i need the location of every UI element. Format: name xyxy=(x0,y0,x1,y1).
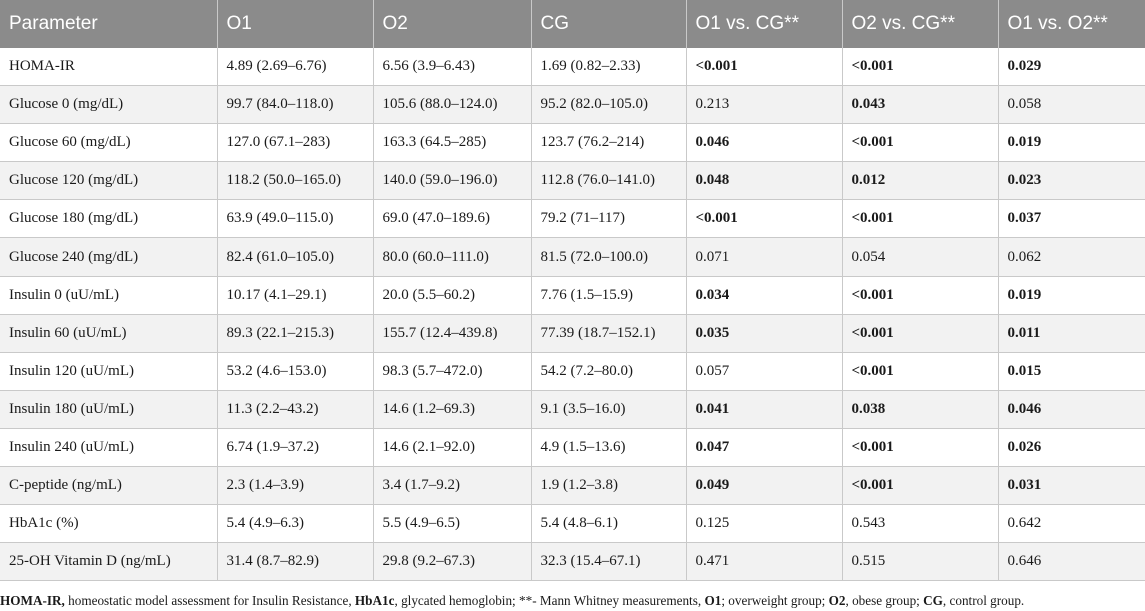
cell-o2: 140.0 (59.0–196.0) xyxy=(373,162,531,200)
table-row xyxy=(0,238,1145,276)
cell-parameter: Insulin 180 (uU/mL) xyxy=(0,390,217,428)
cell-o1: 99.7 (84.0–118.0) xyxy=(217,86,373,124)
table-row xyxy=(0,276,1145,314)
cell-o2: 5.5 (4.9–6.5) xyxy=(373,505,531,543)
cell-o1-vs-cg: 0.041 xyxy=(686,390,842,428)
cell-o1: 127.0 (67.1–283) xyxy=(217,124,373,162)
cell-o2: 6.56 (3.9–6.43) xyxy=(373,48,531,86)
cell-o2: 3.4 (1.7–9.2) xyxy=(373,467,531,505)
cell-o1: 11.3 (2.2–43.2) xyxy=(217,390,373,428)
cell-o1-vs-o2: 0.037 xyxy=(998,200,1145,238)
cell-o1-vs-cg: 0.125 xyxy=(686,505,842,543)
cell-o2: 155.7 (12.4–439.8) xyxy=(373,314,531,352)
table-row xyxy=(0,48,1145,86)
footnote-term-o1: O1 xyxy=(704,593,722,608)
footnote-term-homa: HOMA-IR, xyxy=(0,593,65,608)
cell-cg: 112.8 (76.0–141.0) xyxy=(531,162,686,200)
footnote-text-hba1c: , glycated hemoglobin; **- Mann Whitney measurements, xyxy=(394,593,705,608)
cell-cg: 81.5 (72.0–100.0) xyxy=(531,238,686,276)
cell-o1: 5.4 (4.9–6.3) xyxy=(217,505,373,543)
cell-o1-vs-o2: 0.023 xyxy=(998,162,1145,200)
header-o1-vs-cg: O1 vs. CG** xyxy=(686,0,842,48)
cell-o2: 29.8 (9.2–67.3) xyxy=(373,543,531,581)
cell-cg: 7.76 (1.5–15.9) xyxy=(531,276,686,314)
header-cg: CG xyxy=(531,0,686,48)
cell-o1-vs-cg: 0.071 xyxy=(686,238,842,276)
cell-cg: 5.4 (4.8–6.1) xyxy=(531,505,686,543)
table-row xyxy=(0,200,1145,238)
footnote-text-o2: , obese group; xyxy=(845,593,924,608)
cell-o1: 89.3 (22.1–215.3) xyxy=(217,314,373,352)
cell-o1-vs-cg: 0.057 xyxy=(686,352,842,390)
cell-o2-vs-cg: 0.038 xyxy=(842,390,998,428)
footnote-text-cg: , control group. xyxy=(942,593,1025,608)
cell-o2-vs-cg: 0.054 xyxy=(842,238,998,276)
cell-parameter: Glucose 180 (mg/dL) xyxy=(0,200,217,238)
header-o2-vs-cg: O2 vs. CG** xyxy=(842,0,998,48)
cell-o1: 10.17 (4.1–29.1) xyxy=(217,276,373,314)
header-o1: O1 xyxy=(217,0,373,48)
cell-o2: 20.0 (5.5–60.2) xyxy=(373,276,531,314)
table-row xyxy=(0,352,1145,390)
cell-o2-vs-cg: <0.001 xyxy=(842,352,998,390)
cell-o1-vs-cg: <0.001 xyxy=(686,200,842,238)
cell-o1-vs-cg: 0.213 xyxy=(686,86,842,124)
cell-o1-vs-cg: 0.049 xyxy=(686,467,842,505)
table-row xyxy=(0,505,1145,543)
cell-o2-vs-cg: 0.515 xyxy=(842,543,998,581)
cell-cg: 79.2 (71–117) xyxy=(531,200,686,238)
cell-o2: 14.6 (2.1–92.0) xyxy=(373,428,531,466)
cell-cg: 54.2 (7.2–80.0) xyxy=(531,352,686,390)
cell-o1-vs-o2: 0.019 xyxy=(998,124,1145,162)
cell-o2-vs-cg: <0.001 xyxy=(842,276,998,314)
cell-o1-vs-o2: 0.029 xyxy=(998,48,1145,86)
cell-cg: 1.9 (1.2–3.8) xyxy=(531,467,686,505)
cell-cg: 32.3 (15.4–67.1) xyxy=(531,543,686,581)
table-row xyxy=(0,124,1145,162)
cell-o1-vs-cg: 0.047 xyxy=(686,428,842,466)
cell-o1: 31.4 (8.7–82.9) xyxy=(217,543,373,581)
cell-o1-vs-cg: 0.035 xyxy=(686,314,842,352)
cell-o1-vs-cg: 0.048 xyxy=(686,162,842,200)
cell-parameter: HbA1c (%) xyxy=(0,505,217,543)
table-row xyxy=(0,543,1145,581)
cell-o1: 4.89 (2.69–6.76) xyxy=(217,48,373,86)
cell-o2: 14.6 (1.2–69.3) xyxy=(373,390,531,428)
cell-o1-vs-o2: 0.031 xyxy=(998,467,1145,505)
cell-o1-vs-o2: 0.026 xyxy=(998,428,1145,466)
cell-parameter: Insulin 60 (uU/mL) xyxy=(0,314,217,352)
cell-o2-vs-cg: 0.543 xyxy=(842,505,998,543)
cell-o1-vs-cg: 0.034 xyxy=(686,276,842,314)
cell-o2: 98.3 (5.7–472.0) xyxy=(373,352,531,390)
cell-o1: 118.2 (50.0–165.0) xyxy=(217,162,373,200)
header-row xyxy=(0,0,1145,48)
table-row xyxy=(0,428,1145,466)
cell-parameter: Glucose 240 (mg/dL) xyxy=(0,238,217,276)
cell-parameter: C-peptide (ng/mL) xyxy=(0,467,217,505)
cell-parameter: Glucose 60 (mg/dL) xyxy=(0,124,217,162)
cell-o2-vs-cg: <0.001 xyxy=(842,48,998,86)
cell-o1-vs-o2: 0.058 xyxy=(998,86,1145,124)
cell-o2-vs-cg: <0.001 xyxy=(842,200,998,238)
table-footnote xyxy=(0,593,1145,609)
cell-parameter: Insulin 240 (uU/mL) xyxy=(0,428,217,466)
cell-o1-vs-o2: 0.642 xyxy=(998,505,1145,543)
cell-o2: 163.3 (64.5–285) xyxy=(373,124,531,162)
footnote-term-cg: CG xyxy=(923,593,943,608)
cell-o2-vs-cg: <0.001 xyxy=(842,124,998,162)
table-row xyxy=(0,314,1145,352)
table-row xyxy=(0,390,1145,428)
cell-o2: 80.0 (60.0–111.0) xyxy=(373,238,531,276)
cell-parameter: Insulin 120 (uU/mL) xyxy=(0,352,217,390)
cell-cg: 95.2 (82.0–105.0) xyxy=(531,86,686,124)
header-o1-vs-o2: O1 vs. O2** xyxy=(998,0,1145,48)
cell-parameter: HOMA-IR xyxy=(0,48,217,86)
footnote-text-homa: homeostatic model assessment for Insulin Resistance, xyxy=(64,593,355,608)
cell-o2-vs-cg: 0.043 xyxy=(842,86,998,124)
cell-o2-vs-cg: <0.001 xyxy=(842,467,998,505)
table-row xyxy=(0,467,1145,505)
cell-parameter: Insulin 0 (uU/mL) xyxy=(0,276,217,314)
cell-o2: 105.6 (88.0–124.0) xyxy=(373,86,531,124)
cell-cg: 123.7 (76.2–214) xyxy=(531,124,686,162)
table-row xyxy=(0,162,1145,200)
cell-o1-vs-o2: 0.062 xyxy=(998,238,1145,276)
cell-o1: 6.74 (1.9–37.2) xyxy=(217,428,373,466)
cell-o1-vs-o2: 0.046 xyxy=(998,390,1145,428)
cell-o1: 82.4 (61.0–105.0) xyxy=(217,238,373,276)
table-row xyxy=(0,86,1145,124)
cell-o2-vs-cg: <0.001 xyxy=(842,428,998,466)
footnote-text-o1: ; overweight group; xyxy=(721,593,829,608)
header-o2: O2 xyxy=(373,0,531,48)
cell-o1-vs-o2: 0.019 xyxy=(998,276,1145,314)
cell-o1-vs-cg: 0.471 xyxy=(686,543,842,581)
cell-o1: 63.9 (49.0–115.0) xyxy=(217,200,373,238)
cell-parameter: Glucose 120 (mg/dL) xyxy=(0,162,217,200)
cell-o1-vs-o2: 0.646 xyxy=(998,543,1145,581)
cell-o2: 69.0 (47.0–189.6) xyxy=(373,200,531,238)
cell-o1-vs-o2: 0.011 xyxy=(998,314,1145,352)
cell-cg: 9.1 (3.5–16.0) xyxy=(531,390,686,428)
cell-parameter: Glucose 0 (mg/dL) xyxy=(0,86,217,124)
cell-o1: 53.2 (4.6–153.0) xyxy=(217,352,373,390)
table-body xyxy=(0,48,1145,581)
cell-o1-vs-o2: 0.015 xyxy=(998,352,1145,390)
header-parameter: Parameter xyxy=(0,0,217,48)
cell-cg: 1.69 (0.82–2.33) xyxy=(531,48,686,86)
footnote-term-o2: O2 xyxy=(828,593,846,608)
cell-parameter: 25-OH Vitamin D (ng/mL) xyxy=(0,543,217,581)
cell-cg: 77.39 (18.7–152.1) xyxy=(531,314,686,352)
cell-o1: 2.3 (1.4–3.9) xyxy=(217,467,373,505)
footnote-term-hba1c: HbA1c xyxy=(354,593,395,608)
cell-o1-vs-cg: <0.001 xyxy=(686,48,842,86)
cell-o1-vs-cg: 0.046 xyxy=(686,124,842,162)
cell-o2-vs-cg: 0.012 xyxy=(842,162,998,200)
cell-o2-vs-cg: <0.001 xyxy=(842,314,998,352)
cell-cg: 4.9 (1.5–13.6) xyxy=(531,428,686,466)
